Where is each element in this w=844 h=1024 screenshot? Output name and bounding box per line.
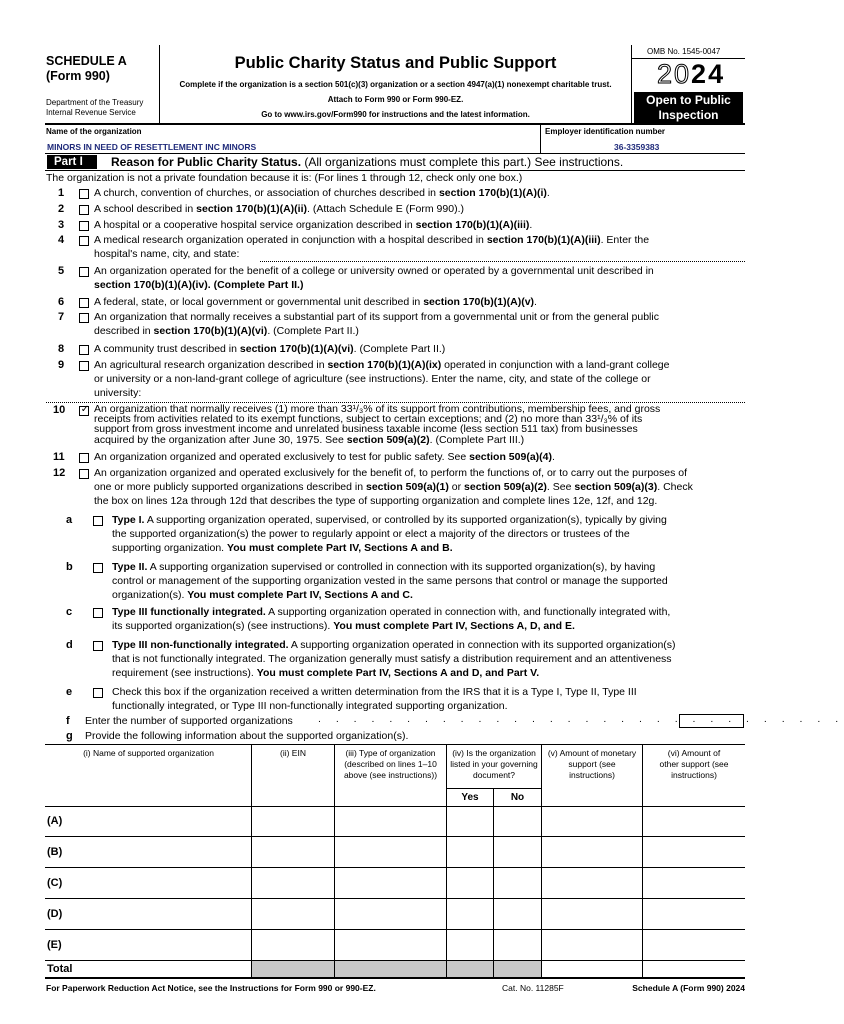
line-10-text-2: receipts from activities related to its exempt functions, subject to certain exceptions; and (2) no more than 33¹/₃% of its [94, 413, 643, 425]
line-12f-input[interactable] [679, 714, 744, 728]
col-header-other [643, 748, 745, 781]
line-10-number: 10 [53, 404, 66, 416]
line-12f-leader-dots: . . . . . . . . . . . . . . . . . . . . . . . . . . . . . . [318, 713, 844, 725]
line-12d-letter: d [66, 639, 73, 651]
line-12c-letter: c [66, 606, 73, 618]
col-header-monetary-line3: instructions) [569, 770, 615, 780]
line-10-checkbox[interactable] [79, 406, 89, 416]
line-4-text: A medical research organization operated in conjunction with a hospital described in section 170(b)(1)(A)(iii). Enter the [94, 234, 650, 246]
line-12e-letter: e [66, 686, 73, 698]
col-header-listed-line1: (iv) Is the organization [452, 748, 536, 758]
line-1-number: 1 [58, 187, 65, 199]
col-header-ein: (ii) EIN [280, 748, 306, 758]
col-header-yes: Yes [461, 792, 479, 803]
line-5-text-2: section 170(b)(1)(A)(iv). (Complete Part II.) [94, 279, 304, 291]
line-10-text: An organization that normally receives (1) more than 33¹/₃% of its support from contributions, membership fees, and gross [94, 403, 661, 415]
line-11-text: An organization organized and operated exclusively to test for public safety. See section 509(a)(4). [94, 451, 555, 463]
col-header-type [335, 748, 446, 781]
line-12e-text: Check this box if the organization received a written determination from the IRS that it is a Type I, Type II, Type III [112, 686, 637, 698]
line-12d-text-3: requirement (see instructions). You must complete Part IV, Sections A and D, and Part V. [112, 667, 540, 679]
line-7-checkbox[interactable] [79, 313, 89, 323]
line-4-number: 4 [58, 234, 65, 246]
table-row-c-label: (C) [47, 877, 63, 889]
form-subtitle-3: Go to www.irs.gov/Form990 for instructions and the latest information. [261, 110, 530, 119]
line-12a-text-3: supporting organization. You must complete Part IV, Sections A and B. [112, 542, 453, 554]
line-9-checkbox[interactable] [79, 361, 89, 371]
dept-treasury: Department of the Treasury [46, 98, 144, 107]
line-12b-text-2: control or management of the supporting organization vested in the same persons that control or manage the supported [112, 575, 668, 587]
line-12b-text: Type II. A supporting organization supervised or controlled in connection with its supported organization(s), by having [112, 561, 656, 573]
line-12a-checkbox[interactable] [93, 516, 103, 526]
line-11-checkbox[interactable] [79, 453, 89, 463]
line-12b-text-3: organization(s). You must complete Part IV, Sections A and C. [112, 589, 413, 601]
col-header-listed [447, 748, 541, 781]
org-name-value[interactable]: MINORS IN NEED OF RESETTLEMENT INC MINORS [47, 142, 257, 152]
line-6-number: 6 [58, 296, 65, 308]
line-4-entry[interactable] [260, 261, 745, 262]
col-header-no: No [510, 792, 525, 803]
line-9-number: 9 [58, 359, 65, 371]
line-5-number: 5 [58, 265, 65, 277]
line-2-number: 2 [58, 203, 65, 215]
line-12e-text-2: functionally integrated, or Type III non-functionally integrated supporting organization. [112, 700, 508, 712]
col-header-type-line3: above (see instructions)) [343, 770, 438, 780]
line-10-text-4: acquired by the organization after June 30, 1975. See section 509(a)(2). (Complete Part III.) [94, 434, 525, 446]
line-1-checkbox[interactable] [79, 189, 89, 199]
line-5-text: An organization operated for the benefit of a college or university owned or operated by a governmental unit described in [94, 265, 654, 277]
inspection-label: Inspection [658, 108, 719, 122]
total-shaded-type [335, 961, 446, 977]
ein-label: Employer identification number [545, 127, 666, 136]
col-header-monetary [542, 748, 642, 781]
schedule-title: SCHEDULE A [46, 54, 127, 68]
part1-intro: The organization is not a private foundation because it is: (For lines 1 through 12, check only one box.) [46, 172, 523, 184]
col-header-monetary-line2: support (see [568, 759, 616, 769]
line-9-text-3: university: [94, 387, 142, 399]
open-public-label: Open to Public [646, 93, 731, 107]
col-header-monetary-line1: (v) Amount of monetary [547, 748, 637, 758]
check-mark-icon: ✓ [80, 404, 90, 415]
line-5-checkbox[interactable] [79, 267, 89, 277]
form-subtitle-1: Complete if the organization is a section 501(c)(3) organization or a section 4947(a)(1) nonexempt charitable trust. [179, 80, 612, 89]
tax-year-bold: 24 [691, 59, 726, 89]
line-12a-text: Type I. A supporting organization operated, supervised, or controlled by its supported organization(s), typically by giving [112, 514, 667, 526]
table-row-e-label: (E) [47, 939, 62, 951]
tax-year-outline: 20 [657, 59, 692, 89]
col-header-type-line2: (described on lines 1–10 [344, 759, 437, 769]
line-3-number: 3 [58, 219, 65, 231]
line-2-checkbox[interactable] [79, 205, 89, 215]
total-shaded-yes [447, 961, 493, 977]
line-10-text-3: support from gross investment income and unrelated business taxable income (less section 511 tax) from businesses [94, 423, 638, 435]
line-12f-text: Enter the number of supported organizations [85, 715, 293, 727]
tax-year [657, 60, 725, 88]
table-total-label: Total [47, 963, 73, 975]
line-12g-text: Provide the following information about the supported organization(s). [85, 730, 409, 742]
col-header-listed-line2: listed in your governing [450, 759, 538, 769]
line-6-checkbox[interactable] [79, 298, 89, 308]
line-9-text: An agricultural research organization described in section 170(b)(1)(A)(ix) operated in conjunction with a land-grant college [94, 359, 670, 371]
line-8-checkbox[interactable] [79, 345, 89, 355]
line-12c-text-2: its supported organization(s) (see instructions). You must complete Part IV, Sections A, D, and E. [112, 620, 575, 632]
line-4-checkbox[interactable] [79, 236, 89, 246]
line-3-text: A hospital or a cooperative hospital service organization described in section 170(b)(1)(A)(iii). [94, 219, 533, 231]
form-number: (Form 990) [46, 69, 110, 83]
line-12-text: An organization organized and operated exclusively for the benefit of, to perform the functions of, or to carry out the purposes of [94, 467, 688, 479]
total-shaded-no [494, 961, 541, 977]
footer-notice: For Paperwork Reduction Act Notice, see the Instructions for Form 990 or 990-EZ. [46, 983, 376, 993]
line-4-text-2: hospital's name, city, and state: [94, 248, 240, 260]
line-7-text: An organization that normally receives a substantial part of its support from a governmental unit or from the general public [94, 311, 659, 323]
col-header-listed-line3: document? [472, 770, 516, 780]
line-12a-letter: a [66, 514, 73, 526]
line-12c-text: Type III functionally integrated. A supporting organization operated in connection with, and functionally integrated with, [112, 606, 671, 618]
total-shaded-ein [252, 961, 334, 977]
line-8-text: A community trust described in section 170(b)(1)(A)(vi). (Complete Part II.) [94, 343, 446, 355]
part1-title [111, 155, 623, 169]
line-12a-text-2: the supported organization(s) the power to regularly appoint or elect a majority of the directors or trustees of the [112, 528, 630, 540]
omb-number: OMB No. 1545-0047 [647, 47, 721, 56]
ein-value[interactable]: 36-3359383 [614, 142, 660, 152]
footer-cat-number: Cat. No. 11285F [502, 983, 564, 993]
col-header-type-line1: (iii) Type of organization [345, 748, 436, 758]
footer-form-id: Schedule A (Form 990) 2024 [632, 983, 745, 993]
line-11-number: 11 [53, 451, 65, 463]
line-9-text-2: or university or a non-land-grant college of agriculture (see instructions). Enter the name, city, and state of the college or [94, 373, 651, 385]
form-subtitle-2: Attach to Form 990 or Form 990-EZ. [327, 95, 464, 104]
line-12d-text: Type III non-functionally integrated. A supporting organization operated in connection with its supported organization(s) [112, 639, 676, 651]
table-row-a-label: (A) [47, 815, 63, 827]
line-12g-letter: g [66, 730, 73, 742]
form-title: Public Charity Status and Public Support [234, 54, 557, 72]
col-header-other-line2: other support (see [659, 759, 729, 769]
line-12-text-3: the box on lines 12a through 12d that describes the type of supporting organization and complete lines 12e, 12f, and 12g. [94, 495, 658, 507]
line-1-text: A church, convention of churches, or association of churches described in section 170(b)(1)(A)(i). [94, 187, 550, 199]
part1-title-bold: Reason for Public Charity Status. [111, 155, 302, 169]
line-6-text: A federal, state, or local government or governmental unit described in section 170(b)(1)(A)(v). [94, 296, 537, 308]
part1-title-rest: (All organizations must complete this part.) See instructions. [301, 155, 624, 169]
line-12b-letter: b [66, 561, 73, 573]
line-12d-text-2: that is not functionally integrated. The organization generally must satisfy a distribution requirement and an attentiveness [112, 653, 672, 665]
line-12-number: 12 [53, 467, 66, 479]
line-12-checkbox[interactable] [79, 469, 89, 479]
col-header-other-line1: (vi) Amount of [667, 748, 721, 758]
line-8-number: 8 [58, 343, 65, 355]
part1-tag: Part I [47, 155, 97, 169]
line-12-text-2: one or more publicly supported organizations described in section 509(a)(1) or section 509(a)(2). See section 509(a)(3). Check [94, 481, 693, 493]
line-12d-checkbox[interactable] [93, 641, 103, 651]
col-header-name: (i) Name of supported organization [83, 748, 214, 758]
table-row-b-label: (B) [47, 846, 63, 858]
line-12b-checkbox[interactable] [93, 563, 103, 573]
irs-name: Internal Revenue Service [46, 108, 136, 117]
line-12f-letter: f [66, 715, 70, 727]
line-7-number: 7 [58, 311, 65, 323]
line-2-text: A school described in section 170(b)(1)(A)(ii). (Attach Schedule E (Form 990).) [94, 203, 464, 215]
line-7-text-2: described in section 170(b)(1)(A)(vi). (Complete Part II.) [94, 325, 359, 337]
table-row-d-label: (D) [47, 908, 63, 920]
open-public-box [634, 92, 743, 123]
line-3-checkbox[interactable] [79, 221, 89, 231]
org-name-label: Name of the organization [46, 127, 142, 136]
col-header-other-line3: instructions) [671, 770, 717, 780]
line-12c-checkbox[interactable] [93, 608, 103, 618]
line-12e-checkbox[interactable] [93, 688, 103, 698]
